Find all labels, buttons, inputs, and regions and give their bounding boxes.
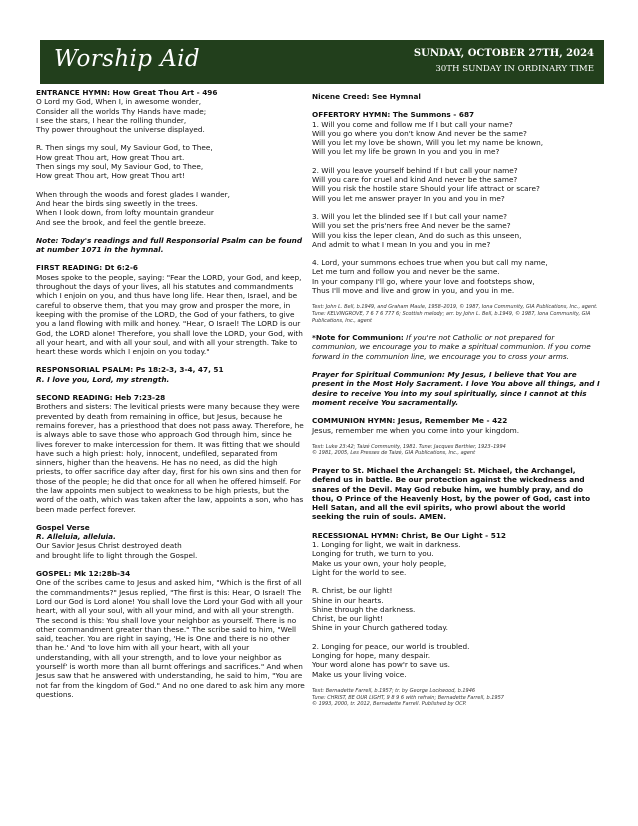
recessional-v1-line: 1. Longing for light, we wait in darkness. (312, 540, 461, 550)
first-reading (36, 263, 306, 356)
recessional-refrain-line: Christ, be our light! (312, 614, 383, 624)
entrance-verse-2 (36, 190, 306, 227)
offertory-v1-line: Will you let my love be shown, Will you let my name be known, (312, 138, 544, 148)
offertory-v3-line: 3. Will you let the blinded see If I but call your name? (312, 211, 508, 221)
first-reading-heading: FIRST READING: Dt 6:2-6 (36, 263, 138, 273)
communion-heading: COMMUNION HYMN: Jesus, Remember Me - 422 (312, 416, 508, 426)
second-reading-heading: SECOND READING: Heb 7:23-28 (36, 393, 166, 403)
recessional-verse-2 (312, 642, 600, 679)
offertory-v1-line: Will you let my life be grown In you and you in me? (312, 147, 500, 157)
recessional-heading: RECESSIONAL HYMN: Christ, Be Our Light - 512 (312, 530, 506, 540)
entrance-refrain-line: Then sings my soul, My Saviour God, to Thee, (36, 162, 204, 172)
entrance-v1-line: O Lord my God, When I, in awesome wonder, (36, 97, 202, 107)
offertory-v2-line: Will you care for cruel and kind And never be the same? (312, 175, 518, 185)
psalm-response: R. I love you, Lord, my strength. (36, 374, 170, 384)
st-michael-prayer: Prayer to St. Michael the Archangel: St. Michael, the Archangel, defend us in battle. Be our protection against the wickedness and snares of the Devil. May God rebuke him, we humbly pray, and do thou, O Prince of the Heavenly Host, by the power of God, cast into Hell Satan, and all the evil spirits, who prowl about the world seeking the ruin of souls. AMEN. (312, 465, 591, 522)
recessional-v2-line: Make us your living voice. (312, 669, 407, 679)
gospel (36, 569, 306, 699)
offertory-v3-line: Will you set the pris'ners free And never be the same? (312, 221, 511, 231)
gospel-verse (36, 523, 306, 560)
recessional-v2-line: Your word alone has pow'r to save us. (312, 660, 450, 670)
offertory-v2-line: 2. Will you leave yourself behind If I but call your name? (312, 165, 518, 175)
offertory-credit (312, 304, 600, 324)
gospel-verse-line: and brought life to light through the Gospel. (36, 550, 198, 560)
offertory-v1-line: Will you go where you don't know And never be the same? (312, 128, 527, 138)
communion-credit (312, 444, 600, 457)
entrance-refrain-line: R. Then sings my soul, My Saviour God, to Thee, (36, 143, 213, 153)
entrance-v2-line: When through the woods and forest glades I wander, (36, 189, 230, 199)
entrance-v1-line: I see the stars, I hear the rolling thunder, (36, 115, 187, 125)
recessional-refrain-line: Shine through the darkness. (312, 604, 416, 614)
first-reading-text: Moses spoke to the people, saying: "Fear the LORD, your God, and keep, throughout the days of your lives, all his statutes and commandments which I enjoin on you, and thus have long life. Hear then, Israel, and be careful to observe them, that you may grow and prosper the more, in keeping with the promise of the LORD, the God of your fathers, to give you a land flowing with milk and honey. "Hear, O Israel! The LORD is our God, the LORD alone! Therefore, you shall love the LORD, your God, with all your heart, and with all your soul, and with all your strength. Take to heart these words which I enjoin on you today." (36, 272, 303, 357)
readings-note: Note: Today's readings and full Responsorial Psalm can be found at number 1071 in the hymnal. (36, 235, 303, 255)
credit-line: Tune: CHRIST, BE OUR LIGHT, 9 8 9 6 with refrain; Bernadette Farrell, b.1957 (312, 694, 504, 701)
right-column (312, 92, 600, 717)
recessional-v1-line: Light for the world to see. (312, 567, 407, 577)
communion-hymn (312, 416, 600, 435)
offertory-v2-line: Will you let me answer prayer In you and you in me? (312, 193, 505, 203)
gospel-verse-response: R. Alleluia, alleluia. (36, 532, 116, 542)
recessional-v2-line: Longing for hope, many despair. (312, 651, 431, 661)
recessional-refrain-line: Shine in your Church gathered today. (312, 623, 448, 633)
gospel-text: One of the scribes came to Jesus and asked him, "Which is the first of all the commandments?" Jesus replied, "The first is this: Hear, O Israel! The Lord our God is Lord alone! You shall love the Lord your God with all your heart, with all your soul, with all your mind, and with all your strength. The second is this: You shall love your neighbor as yourself. There is no other commandment greater than these." The scribe said to him, "Well said, teacher. You are right in saying, 'He is One and there is no other than he.' And 'to love him with all your heart, with all your understanding, with all your strength, and to love your neighbor as yourself' is worth more than all burnt offerings and sacrifices." And when Jesus saw that he answered with understanding, he said to him, "You are not far from the kingdom of God." And no one dared to ask him any more questions. (36, 578, 305, 699)
recessional-v1-line: Longing for truth, we turn to you. (312, 549, 434, 559)
offertory-v2-line: Will you risk the hostile stare Should your life attract or scare? (312, 184, 540, 194)
recessional-credit (312, 688, 600, 708)
spiritual-communion-prayer: Prayer for Spiritual Communion: My Jesus, I believe that You are present in the Most Holy Sacrament. I love You above all things, and I desire to receive You into my soul spiritually, since I cannot at this moment receive You sacramentally. (312, 370, 600, 407)
offertory-v4-line: Let me turn and follow you and never be the same. (312, 267, 500, 277)
entrance-v1-line: Consider all the worlds Thy Hands have made; (36, 106, 207, 116)
entrance-refrain-line: How great Thou art, How great Thou art! (36, 171, 185, 181)
communion-note (312, 333, 600, 361)
recessional-v1-line: Make us your own, your holy people, (312, 558, 447, 568)
creed-heading: Nicene Creed: See Hymnal (312, 92, 421, 101)
recessional-hymn (312, 531, 600, 577)
entrance-refrain (36, 143, 306, 180)
asterisk: * (312, 333, 316, 343)
second-reading (36, 393, 306, 514)
service-date: SUNDAY, OCTOBER 27TH, 2024 (413, 48, 594, 59)
credit-line: Tune: KELVINGROVE, 7 6 7 6 777 6; Scottish melody; arr. by John L. Bell, b.1949, © 1987, Iona Community, GIA (312, 310, 591, 317)
offertory-v3-line: And admit to what I mean In you and you in me? (312, 239, 491, 249)
left-column (36, 88, 306, 708)
communion-note-text: If you're not Catholic or not prepared for communion, we encourage you to make a spiritual communion. If you come forward in the communion line, we encourage you to cross your arms. (312, 333, 591, 361)
entrance-hymn-heading: ENTRANCE HYMN: How Great Thou Art - 496 (36, 88, 218, 97)
responsorial-psalm (36, 365, 306, 384)
credit-line: Text: John L. Bell, b.1949, and Graham Maule, 1958–2019, © 1987, Iona Community, GIA Publications, Inc., agent. (312, 304, 598, 311)
credit-line: Publications, Inc., agent (312, 317, 372, 324)
second-reading-text: Brothers and sisters: The levitical priests were many because they were prevented by death from remaining in office, but Jesus, because he remains forever, has a priesthood that does not pass away. Therefore, he is always able to save those who approach God through him, since he lives forever to make intercession for them. It was fitting that we should have such a high priest: holy, innocent, undefiled, separated from sinners, higher than the heavens. He has no need, as did the high priests, to offer sacrifice day after day, first for his own sins and then for those of the people; he did that once for all when he offered himself. For the law appoints men subject to weakness to be high priests, but the word of the oath, which was taken after the law, appoints a son, who has been made perfect forever. (36, 402, 304, 514)
credit-line: Text: Bernadette Farrell, b.1957; tr. by George Lockwood, b.1946 (312, 687, 476, 694)
offertory-verse-2 (312, 166, 600, 203)
page-title: Worship Aid (54, 46, 201, 72)
psalm-heading: RESPONSORIAL PSALM: Ps 18:2-3, 3-4, 47, 51 (36, 365, 224, 375)
offertory-verse-3 (312, 212, 600, 249)
credit-line: © 1993, 2000, tr. 2012, Bernadette Farrell. Published by OCP. (312, 701, 467, 708)
recessional-refrain (312, 586, 600, 632)
entrance-v2-line: And hear the birds sing sweetly in the trees. (36, 198, 198, 208)
entrance-v2-line: And see the brook, and feel the gentle breeze. (36, 217, 206, 227)
offertory-verse-4 (312, 258, 600, 295)
communion-line: Jesus, remember me when you come into your kingdom. (312, 425, 520, 435)
liturgical-day: 30TH SUNDAY IN ORDINARY TIME (435, 64, 594, 74)
recessional-refrain-line: Shine in our hearts. (312, 595, 384, 605)
offertory-v4-line: In your company I'll go, where your love and footsteps show, (312, 276, 535, 286)
offertory-v1-line: 1. Will you come and follow me If I but call your name? (312, 119, 513, 129)
recessional-refrain-line: R. Christ, be our light! (312, 586, 393, 596)
entrance-v2-line: When I look down, from lofty mountain grandeur (36, 208, 214, 218)
offertory-hymn (312, 110, 600, 156)
offertory-v4-line: Thus I'll move and live and grow in you, and you in me. (312, 286, 515, 296)
offertory-heading: OFFERTORY HYMN: The Summons - 687 (312, 110, 475, 120)
entrance-hymn (36, 88, 306, 134)
gospel-verse-heading: Gospel Verse (36, 522, 90, 532)
offertory-v3-line: Will you kiss the leper clean, And do such as this unseen, (312, 230, 522, 240)
header-banner (40, 40, 604, 84)
offertory-v4-line: 4. Lord, your summons echoes true when you but call my name, (312, 258, 548, 268)
entrance-refrain-line: How great Thou art, How great Thou art. (36, 152, 185, 162)
credit-line: © 1981, 2005, Les Presses de Taizé, GIA Publications, Inc., agent (312, 450, 476, 457)
gospel-verse-line: Our Savior Jesus Christ destroyed death (36, 541, 182, 551)
gospel-heading: GOSPEL: Mk 12:28b-34 (36, 569, 131, 579)
communion-note-label: Note for Communion: (315, 333, 404, 343)
recessional-v2-line: 2. Longing for peace, our world is troubled. (312, 641, 470, 651)
entrance-v1-line: Thy power throughout the universe displayed. (36, 125, 205, 135)
credit-line: Text: Luke 23:42; Taizé Community, 1981. Tune: Jacques Berthier, 1923–1994 (312, 443, 506, 450)
